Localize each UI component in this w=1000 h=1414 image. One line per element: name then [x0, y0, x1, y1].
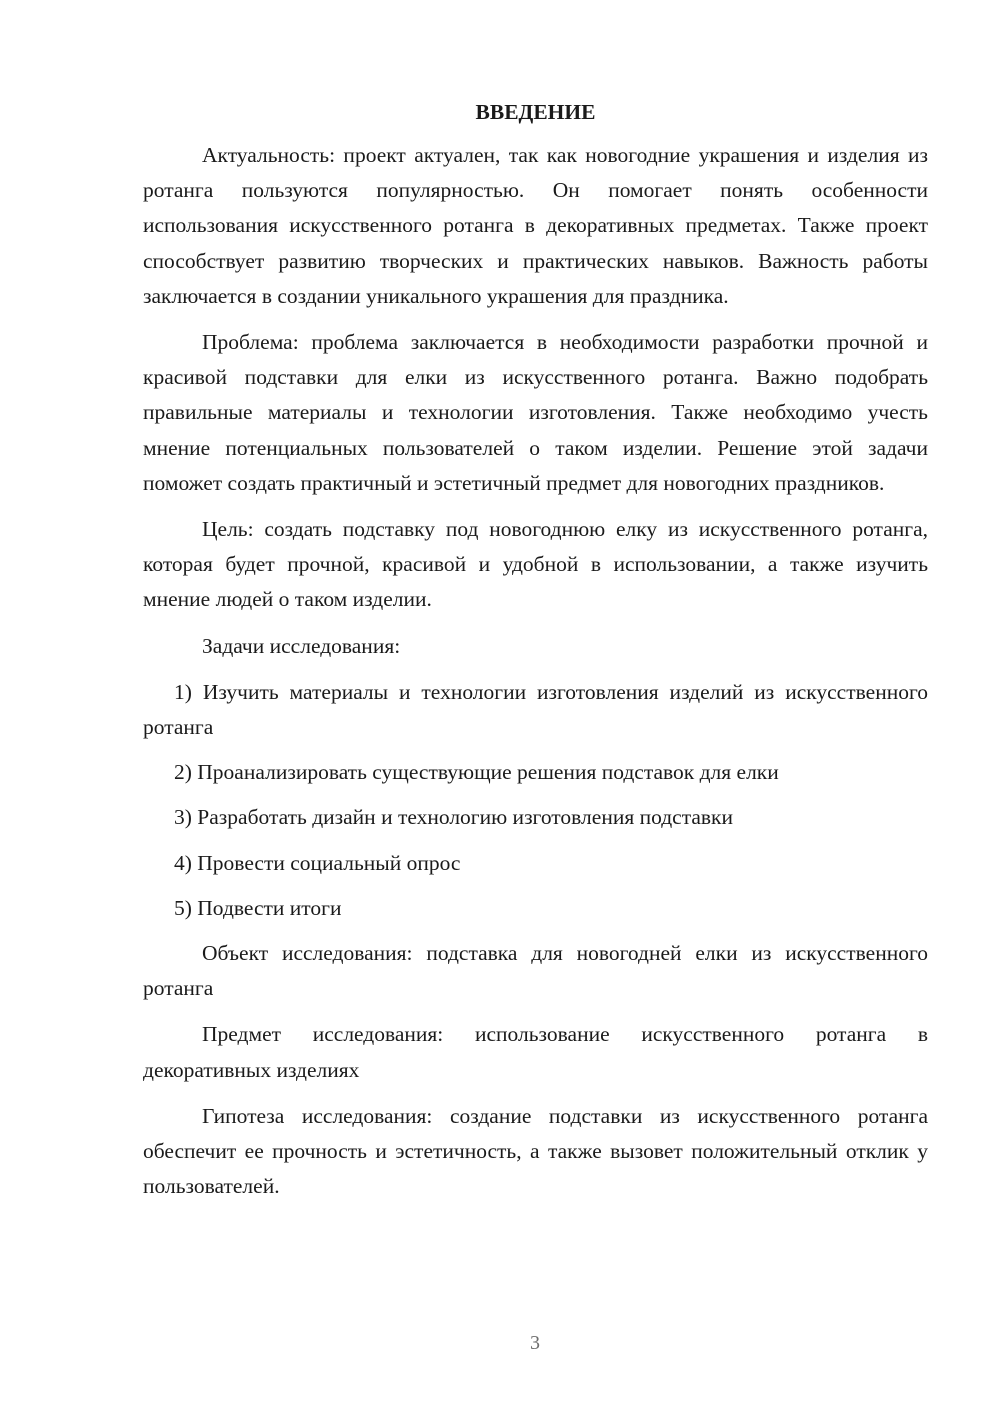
paragraph-goal: Цель: создать подставку под новогоднюю елку из искусственного ротанга, которая будет прочной, красивой и удобной в использовании, а также изучить мнение людей о таком изделии.	[143, 517, 928, 612]
paragraph-relevance: Актуальность: проект актуален, так как новогодние украшения и изделия из ротанга пользуются популярностью. Он помогает понять особенности использования искусственного ротанга в декоративных предметах. Также проект способствует развитию творческих и практических навыков. Важность работы заключается в создании уникального украшения для праздника.	[143, 143, 928, 308]
tasks-heading: Задачи исследования:	[202, 633, 401, 658]
task-item: 5) Подвести итоги	[174, 895, 342, 920]
section-title: ВВЕДЕНИЕ	[475, 100, 596, 124]
paragraph-problem: Проблема: проблема заключается в необходимости разработки прочной и красивой подставки для елки из искусственного ротанга. Важно подобрать правильные материалы и технологии изготовления. Также необходимо учесть мнение потенциальных пользователей о таком изделии. Решение этой задачи поможет создать практичный и эстетичный предмет для новогодних праздников.	[143, 330, 928, 495]
task-item: 4) Провести социальный опрос	[174, 850, 461, 875]
paragraph-hypothesis: Гипотеза исследования: создание подставки из искусственного ротанга обеспечит ее прочность и эстетичность, а также вызовет положительный отклик у пользователей.	[143, 1103, 928, 1199]
task-item: 3) Разработать дизайн и технологию изготовления подставки	[174, 805, 734, 830]
task-item: 1) Изучить материалы и технологии изготовления изделий из искусственного ротанга	[143, 679, 928, 740]
task-item: 2) Проанализировать существующие решения подставок для елки	[174, 760, 779, 785]
paragraph-subject: Предмет исследования: использование искусственного ротанга в декоративных изделиях	[143, 1022, 928, 1082]
page-content	[143, 96, 928, 1215]
page-number: 3	[530, 1332, 540, 1354]
paragraph-object: Объект исследования: подставка для новогодней елки из искусственного ротанга	[143, 941, 928, 1001]
